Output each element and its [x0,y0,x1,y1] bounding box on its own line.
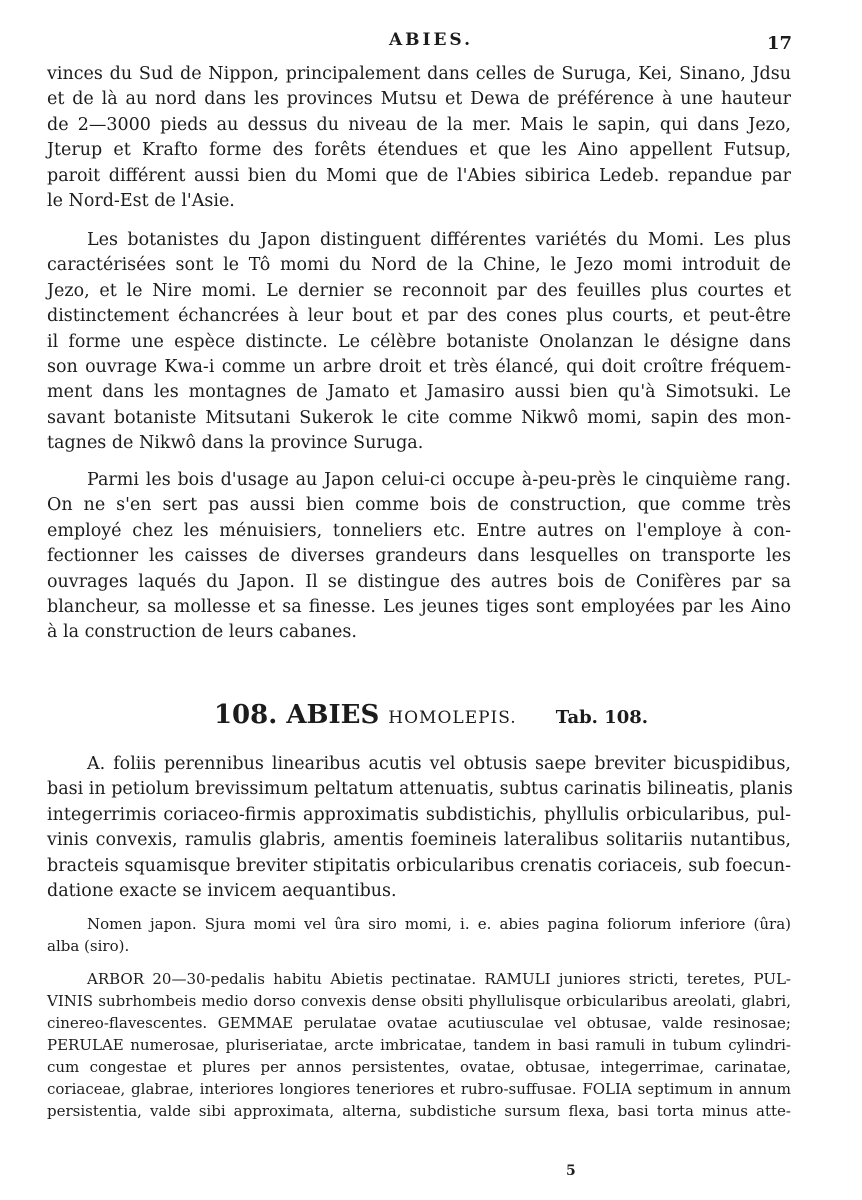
text-line: VINIS subrhombeis medio dorso convexis dense obsiti phyllulisque orbicularibus areolati, glabri, [47,992,791,1010]
paragraph-3 [47,468,791,646]
text-line: On ne s'en sert pas aussi bien comme bois de construction, que comme très [47,495,791,516]
text-line: bracteis squamisque breviter stipitatis orbicularibus crenatis coriaceis, sub foecun- [47,855,791,876]
paragraph-2 [47,228,791,457]
text-line: distinctement échancrées à leur bout et par des cones plus courts, et peut-être [47,306,791,327]
text-line: basi in petiolum brevissimum peltatum attenuatis, subtus carinatis bilineatis, planis [47,779,793,800]
section-title [0,700,862,730]
text-line: A. foliis perennibus linearibus acutis vel obtusis saepe breviter bicuspidibus, [87,754,791,774]
text-line: ouvrages laqués du Japon. Il se distingue des autres bois de Conifères par sa [47,571,791,592]
text-line: et de là au nord dans les provinces Mutsu et Dewa de préférence à une hauteur [47,89,791,110]
text-line: ment dans les montagnes de Jamato et Jamasiro aussi bien qu'à Simotsuki. Le [47,382,791,403]
text-line: vinces du Sud de Nippon, principalement dans celles de Suruga, Kei, Sinano, Jdsu [47,64,791,84]
diagnosis [47,752,791,904]
text-line: blancheur, sa mollesse et sa finesse. Les jeunes tiges sont employées par les Aino [47,597,791,618]
text-line: Parmi les bois d'usage au Japon celui-ci occupe à-peu-près le cinquième rang. [87,470,791,490]
section-genus: ABIES [286,700,380,730]
text-line: Jezo, et le Nire momi. Le dernier se reconnoit par des feuilles plus courtes et [47,280,791,301]
text-line: tagnes de Nikwô dans la province Suruga. [47,433,424,454]
running-head: ABIES. [388,30,474,50]
description [47,968,791,1122]
section-tab: Tab. 108. [555,707,649,728]
text-line: Nomen japon. Sjura momi vel ûra siro momi, i. e. abies pagina foliorum inferiore (ûra) [87,915,791,933]
text-line: de 2—3000 pieds au dessus du niveau de la mer. Mais le sapin, qui dans Jezo, [47,114,791,135]
text-line: vinis convexis, ramulis glabris, amentis foemineis lateralibus solitariis nutantibus, [47,830,791,851]
section-number: 108. [213,700,278,730]
text-line: PERULAE numerosae, pluriseriatae, arcte imbricatae, tandem in basi ramuli in tubum cylindri- [47,1036,791,1054]
text-line: cum congestae et plures per annos persistentes, ovatae, obtusae, integerrimae, carinatae, [47,1058,791,1076]
text-line: savant botaniste Mitsutani Sukerok le cite comme Nikwô momi, sapin des mon- [47,407,791,428]
section-species: HOMOLEPIS. [388,708,517,728]
page-number: 17 [766,33,792,54]
text-line: datione exacte se invicem aequantibus. [47,881,397,902]
text-line: fectionner les caisses de diverses grandeurs dans lesquelles on transporte les [47,546,791,567]
text-line: caractérisées sont le Tô momi du Nord de la Chine, le Jezo momi introduit de [47,255,791,276]
text-line: employé chez les ménuisiers, tonneliers etc. Entre autres on l'employe à con- [47,520,791,541]
text-line: ARBOR 20—30-pedalis habitu Abietis pectinatae. RAMULI juniores stricti, teretes, PUL- [87,970,791,988]
signature-mark: 5 [566,1163,576,1179]
text-line: integerrimis coriaceo-firmis approximatis subdistichis, phyllulis orbicularibus, pul- [47,804,791,825]
text-line: alba (siro). [47,937,130,955]
text-line: Les botanistes du Japon distinguent différentes variétés du Momi. Les plus [87,230,791,250]
text-line: persistentia, valde sibi approximata, alterna, subdistiche sursum flexa, basi torta minus atte- [47,1102,791,1120]
text-line: paroit différent aussi bien du Momi que de l'Abies sibirica Ledeb. repandue par [47,165,791,186]
text-line: son ouvrage Kwa-i comme un arbre droit et très élancé, qui doit croître fréquem- [47,357,791,378]
text-line: cinereo-flavescentes. GEMMAE perulatae ovatae acutiusculae vel obtusae, valde resinosae; [47,1014,791,1032]
paragraph-1 [47,62,791,214]
text-line: coriaceae, glabrae, interiores longiores teneriores et rubro-suffusae. FOLIA septimum in annum [47,1080,791,1098]
text-line: à la construction de leurs cabanes. [47,622,357,643]
text-line: Jterup et Krafto forme des forêts étendues et que les Aino appellent Futsup, [47,140,791,161]
text-line: il forme une espèce distincte. Le célèbre botaniste Onolanzan le désigne dans [47,331,791,352]
nomen-japonicum [47,913,791,957]
text-line: le Nord-Est de l'Asie. [47,191,235,212]
